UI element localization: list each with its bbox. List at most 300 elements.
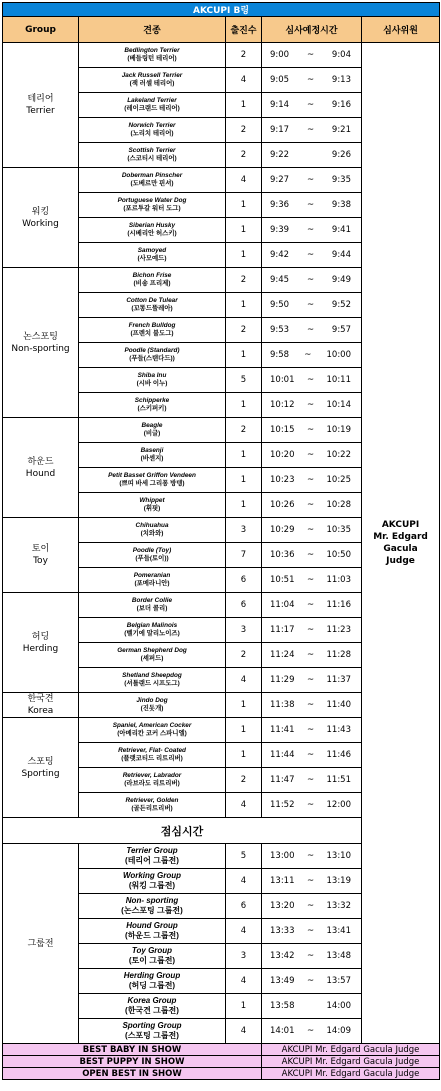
time-range — [262, 876, 361, 886]
group-name — [3, 268, 79, 418]
time-separator: ~ — [306, 100, 315, 110]
entry-count: 6 — [226, 894, 262, 919]
end-time: 10:50 — [326, 550, 351, 560]
end-time: 13:10 — [326, 851, 351, 861]
start-time: 9:45 — [270, 275, 290, 285]
end-time: 11:28 — [326, 650, 351, 660]
time-range — [262, 200, 361, 210]
end-time: 11:46 — [326, 750, 351, 760]
time-separator: ~ — [304, 350, 312, 360]
time-range — [262, 700, 361, 710]
breed-name — [79, 268, 226, 293]
time-range — [262, 951, 361, 961]
entry-count: 1 — [226, 243, 262, 268]
breed-name-en: Petit Basset Griffon Vendeen — [108, 472, 196, 479]
breed-name-en: Samoyed — [137, 247, 167, 254]
time-range — [262, 1001, 361, 1011]
time-separator: ~ — [306, 325, 315, 335]
time-separator: ~ — [306, 876, 315, 886]
time-separator: ~ — [306, 500, 315, 510]
breed-name-ko: (프렌치 불도그) — [130, 330, 174, 337]
time-range — [262, 525, 361, 535]
breed-name-ko: (스코티시 테리어) — [127, 155, 177, 162]
entry-count: 2 — [226, 768, 262, 793]
breed-name-en: Basenji — [140, 447, 164, 454]
time-separator: ~ — [306, 375, 315, 385]
end-time: 9:35 — [331, 175, 351, 185]
end-time: 11:16 — [326, 600, 351, 610]
best-award-label: OPEN BEST IN SHOW — [3, 1068, 262, 1080]
start-time: 11:52 — [270, 800, 295, 810]
best-in-show-row — [3, 1044, 440, 1056]
time-range — [262, 575, 361, 585]
end-time: 11:51 — [326, 775, 351, 785]
breed-name-ko: (레이크랜드 테리어) — [124, 105, 180, 112]
breed-name-ko: (시베리안 허스키) — [127, 230, 177, 237]
time-range — [262, 75, 361, 85]
header-judge: 심사위원 — [362, 17, 440, 43]
schedule-time — [262, 493, 362, 518]
time-separator: ~ — [306, 625, 315, 635]
end-time: 9:16 — [331, 100, 351, 110]
time-separator: ~ — [306, 125, 315, 135]
breed-name-en: Shiba Inu — [137, 372, 167, 379]
time-separator: ~ — [306, 475, 315, 485]
breed-name — [79, 693, 226, 718]
end-time: 9:52 — [331, 300, 351, 310]
breed-name — [79, 193, 226, 218]
breed-name — [79, 593, 226, 618]
schedule-time — [262, 443, 362, 468]
schedule-time — [262, 93, 362, 118]
entry-count: 4 — [226, 969, 262, 994]
judge-cell — [362, 43, 440, 1044]
end-time: 10:28 — [326, 500, 351, 510]
end-time: 12:00 — [326, 800, 351, 810]
breed-name-ko: (치와와) — [140, 530, 164, 537]
group-name-final: 그룹전 — [3, 844, 79, 1044]
start-time: 9:17 — [270, 125, 290, 135]
breed-name-en: Belgian Malinois — [126, 622, 178, 629]
start-time: 10:15 — [270, 425, 295, 435]
entry-count: 4 — [226, 919, 262, 944]
schedule-time — [262, 668, 362, 693]
ring-title: AKCUPI B링 — [3, 3, 440, 17]
time-range — [262, 675, 361, 685]
time-range — [262, 600, 361, 610]
end-time: 10:35 — [326, 525, 351, 535]
breed-name — [79, 1019, 226, 1044]
breed-name-en: Retriever, Flat- Coated — [118, 747, 186, 754]
schedule-sheet — [2, 2, 439, 1089]
breed-name-ko: (쁘띠 바세 그리퐁 방뎅) — [119, 480, 185, 487]
breed-name-ko: (잭 러셀 테리어) — [129, 80, 175, 87]
time-separator: ~ — [306, 976, 315, 986]
end-time: 9:26 — [331, 150, 351, 160]
breed-name — [79, 318, 226, 343]
breed-name — [79, 568, 226, 593]
schedule-time — [262, 143, 362, 168]
schedule-time — [262, 518, 362, 543]
breed-name-en: Sporting Group — [122, 1021, 182, 1030]
group-name — [3, 593, 79, 693]
best-award-judge: AKCUPI Mr. Edgard Gacula Judge — [262, 1056, 440, 1068]
time-separator: ~ — [306, 700, 315, 710]
entry-count: 1 — [226, 718, 262, 743]
schedule-time — [262, 618, 362, 643]
breed-name-en: German Shepherd Dog — [117, 647, 187, 654]
start-time: 9:39 — [270, 225, 290, 235]
start-time: 9:22 — [270, 150, 290, 160]
schedule-time — [262, 869, 362, 894]
breed-name-ko: (테리어 그룹전) — [125, 856, 179, 865]
time-separator: ~ — [306, 425, 315, 435]
schedule-time — [262, 68, 362, 93]
breed-name — [79, 543, 226, 568]
time-separator: ~ — [306, 575, 315, 585]
time-range — [262, 350, 361, 360]
entry-count: 3 — [226, 944, 262, 969]
end-time: 10:19 — [326, 425, 351, 435]
group-name-ko: 논스포팅 — [23, 331, 58, 342]
time-separator: ~ — [306, 800, 315, 810]
schedule-time — [262, 393, 362, 418]
breed-name-en: Siberian Husky — [128, 222, 176, 229]
breed-name-ko: (사모예드) — [137, 255, 167, 262]
entry-count: 2 — [226, 643, 262, 668]
schedule-time — [262, 368, 362, 393]
start-time: 13:33 — [270, 926, 295, 936]
header-entries: 출진수 — [226, 17, 262, 43]
group-name — [3, 168, 79, 268]
entry-count: 6 — [226, 568, 262, 593]
group-name — [3, 43, 79, 168]
schedule-time — [262, 944, 362, 969]
start-time: 9:58 — [270, 350, 290, 360]
schedule-time — [262, 593, 362, 618]
entry-count: 2 — [226, 43, 262, 68]
breed-name — [79, 93, 226, 118]
schedule-time — [262, 293, 362, 318]
group-name-ko: 테리어 — [27, 94, 54, 104]
breed-name-ko: (시바 이누) — [136, 380, 168, 387]
time-range — [262, 901, 361, 911]
breed-name — [79, 643, 226, 668]
breed-name — [79, 218, 226, 243]
time-range — [262, 851, 361, 861]
end-time: 9:57 — [331, 325, 351, 335]
time-separator: ~ — [306, 525, 315, 535]
time-range — [262, 125, 361, 135]
time-range — [262, 375, 361, 385]
time-separator: ~ — [306, 450, 315, 460]
start-time: 11:29 — [270, 675, 295, 685]
breed-name-ko: (셔틀랜드 시프도그) — [124, 680, 180, 687]
start-time: 10:01 — [270, 375, 295, 385]
time-range — [262, 450, 361, 460]
time-range — [262, 800, 361, 810]
breed-name-ko: (스포팅 그룹전) — [125, 1031, 179, 1040]
breed-name — [79, 418, 226, 443]
schedule-time — [262, 894, 362, 919]
group-name — [3, 693, 79, 718]
breed-name — [79, 118, 226, 143]
entry-count: 5 — [226, 844, 262, 869]
time-range — [262, 750, 361, 760]
start-time: 9:00 — [270, 50, 290, 60]
breed-name-ko: (벨기에 말리노이즈) — [124, 630, 180, 637]
entry-count: 1 — [226, 293, 262, 318]
time-range — [262, 400, 361, 410]
start-time: 13:42 — [270, 951, 295, 961]
time-separator: ~ — [306, 750, 315, 760]
group-name-ko: 스포팅 — [27, 756, 54, 767]
time-separator: ~ — [306, 400, 315, 410]
breed-name-en: Retriever, Golden — [125, 797, 179, 804]
start-time: 11:41 — [270, 725, 295, 735]
group-name-en: Toy — [33, 556, 48, 566]
end-time: 10:14 — [326, 400, 351, 410]
end-time: 9:41 — [331, 225, 351, 235]
schedule-table — [2, 2, 440, 1080]
group-name-en: Sporting — [21, 768, 60, 779]
breed-name-en: Scottish Terrier — [128, 147, 176, 154]
schedule-time — [262, 193, 362, 218]
time-separator: ~ — [306, 725, 315, 735]
schedule-time — [262, 919, 362, 944]
breed-name — [79, 869, 226, 894]
end-time: 14:00 — [326, 1001, 351, 1011]
entry-count: 1 — [226, 693, 262, 718]
breed-name-en: French Bulldog — [128, 322, 176, 329]
start-time: 11:24 — [270, 650, 295, 660]
judge-name-line: Mr. Edgard — [373, 532, 428, 542]
breed-name-en: Chihuahua — [135, 522, 169, 529]
time-separator: ~ — [306, 1026, 315, 1036]
start-time: 9:42 — [270, 250, 290, 260]
time-separator: ~ — [306, 50, 315, 60]
breed-name-en: Hound Group — [126, 921, 178, 930]
breed-name — [79, 68, 226, 93]
entry-count: 5 — [226, 368, 262, 393]
schedule-time — [262, 643, 362, 668]
entry-count: 3 — [226, 618, 262, 643]
time-range — [262, 725, 361, 735]
time-range — [262, 650, 361, 660]
header-schedule: 심사예정시간 — [262, 17, 362, 43]
breed-name-ko: (허딩 그룹전) — [128, 981, 176, 990]
time-range — [262, 775, 361, 785]
breed-name — [79, 368, 226, 393]
start-time: 10:12 — [270, 400, 295, 410]
schedule-time — [262, 268, 362, 293]
time-range — [262, 300, 361, 310]
breed-name-ko: (포르투갈 워터 도그) — [123, 205, 181, 212]
start-time: 13:49 — [270, 976, 295, 986]
group-name-en: Terrier — [26, 106, 55, 116]
time-separator: ~ — [306, 600, 315, 610]
breed-name — [79, 944, 226, 969]
breed-name — [79, 768, 226, 793]
schedule-time — [262, 318, 362, 343]
entry-count: 4 — [226, 168, 262, 193]
time-separator: ~ — [306, 650, 315, 660]
time-separator: ~ — [306, 775, 315, 785]
schedule-time — [262, 693, 362, 718]
breed-name-ko: (논스포팅 그룹전) — [121, 906, 183, 915]
breed-name-ko: (휘핏) — [143, 505, 161, 512]
time-range — [262, 225, 361, 235]
group-name-ko: 하운드 — [27, 456, 54, 467]
time-separator: ~ — [306, 225, 315, 235]
breed-name-ko: (비글) — [143, 430, 161, 437]
breed-name-ko: (도베르만 핀셔) — [130, 180, 174, 187]
breed-name-en: Whippet — [139, 497, 165, 504]
best-award-label: BEST PUPPY IN SHOW — [3, 1056, 262, 1068]
entry-count: 3 — [226, 518, 262, 543]
time-separator: ~ — [306, 926, 315, 936]
breed-name — [79, 243, 226, 268]
time-separator: ~ — [306, 200, 315, 210]
time-separator: ~ — [306, 550, 315, 560]
entry-count: 1 — [226, 343, 262, 368]
entry-count: 2 — [226, 318, 262, 343]
breed-name-ko: (플랫코티드 리트리버) — [121, 755, 183, 762]
breed-name-en: Herding Group — [123, 971, 181, 980]
entry-count: 4 — [226, 793, 262, 818]
judge-name-line: Judge — [386, 556, 415, 566]
breed-name-ko: (보더 콜리) — [136, 605, 168, 612]
start-time: 10:26 — [270, 500, 295, 510]
end-time: 10:00 — [326, 350, 351, 360]
time-range — [262, 175, 361, 185]
breed-name-ko: (한국견 그룹전) — [125, 1006, 179, 1015]
breed-name-ko: (베들링턴 테리어) — [127, 55, 177, 62]
breed-name-ko: (아메리칸 코커 스파니엘) — [117, 730, 187, 737]
breed-name-en: Schipperke — [134, 397, 170, 404]
entry-count: 1 — [226, 93, 262, 118]
time-range — [262, 250, 361, 260]
lunch-break: 점심시간 — [3, 818, 362, 844]
schedule-time — [262, 844, 362, 869]
start-time: 14:01 — [270, 1026, 295, 1036]
start-time: 11:47 — [270, 775, 295, 785]
breed-name — [79, 844, 226, 869]
schedule-time — [262, 1019, 362, 1044]
breed-name-ko: (꼬똥드뚤레아) — [131, 305, 173, 312]
time-range — [262, 150, 361, 160]
breed-name — [79, 468, 226, 493]
breed-name-en: Shetland Sheepdog — [122, 672, 182, 679]
end-time: 11:40 — [326, 700, 351, 710]
breed-name — [79, 894, 226, 919]
entry-count: 1 — [226, 218, 262, 243]
schedule-time — [262, 994, 362, 1019]
end-time: 13:32 — [326, 901, 351, 911]
time-range — [262, 976, 361, 986]
end-time: 9:38 — [331, 200, 351, 210]
breed-name — [79, 493, 226, 518]
breed-name-en: Poodle (Toy) — [132, 547, 172, 554]
end-time: 11:43 — [326, 725, 351, 735]
end-time: 9:49 — [331, 275, 351, 285]
breed-name-en: Jack Russell Terrier — [121, 72, 183, 79]
breed-name-en: Korea Group — [127, 996, 177, 1005]
end-time: 14:09 — [326, 1026, 351, 1036]
time-range — [262, 475, 361, 485]
group-name-en: Non-sporting — [11, 343, 70, 354]
schedule-time — [262, 718, 362, 743]
time-range — [262, 425, 361, 435]
entry-count: 2 — [226, 418, 262, 443]
breed-name-en: Bichon Frise — [132, 272, 172, 279]
schedule-time — [262, 118, 362, 143]
breed-name — [79, 293, 226, 318]
entry-count: 2 — [226, 118, 262, 143]
time-range — [262, 625, 361, 635]
start-time: 10:36 — [270, 550, 295, 560]
best-in-show-row — [3, 1068, 440, 1080]
breed-name-en: Retriever, Labrador — [122, 772, 182, 779]
group-name — [3, 518, 79, 593]
entry-count: 4 — [226, 668, 262, 693]
time-range — [262, 275, 361, 285]
breed-name-ko: (포메라니안) — [134, 580, 170, 587]
breed-name-ko: (바센지) — [140, 455, 164, 462]
schedule-time — [262, 468, 362, 493]
breed-name-en: Doberman Pinscher — [121, 172, 183, 179]
group-name-ko: 한국견 — [27, 694, 54, 704]
group-name — [3, 418, 79, 518]
time-range — [262, 1026, 361, 1036]
schedule-time — [262, 243, 362, 268]
breed-name-en: Beagle — [141, 422, 163, 429]
start-time: 11:38 — [270, 700, 295, 710]
time-separator: ~ — [306, 275, 315, 285]
breed-name-ko: (워킹 그룹전) — [128, 881, 176, 890]
entry-count: 2 — [226, 143, 262, 168]
start-time: 13:58 — [270, 1001, 295, 1011]
start-time: 9:27 — [270, 175, 290, 185]
breed-name — [79, 443, 226, 468]
time-range — [262, 50, 361, 60]
breed-name — [79, 969, 226, 994]
entry-count: 1 — [226, 743, 262, 768]
time-separator: ~ — [306, 901, 315, 911]
schedule-time — [262, 43, 362, 68]
time-separator: ~ — [306, 675, 315, 685]
group-name-en: Herding — [22, 643, 59, 654]
header-row — [3, 17, 440, 43]
schedule-time — [262, 969, 362, 994]
breed-name-ko: (라브라도 리트리버) — [124, 780, 180, 787]
time-range — [262, 926, 361, 936]
time-range — [262, 100, 361, 110]
schedule-time — [262, 418, 362, 443]
entry-count: 2 — [226, 268, 262, 293]
start-time: 9:53 — [270, 325, 290, 335]
breed-name-en: Pomeranian — [133, 572, 171, 579]
breed-name-en: Cotton De Tulear — [126, 297, 178, 304]
start-time: 13:11 — [270, 876, 295, 886]
schedule-time — [262, 168, 362, 193]
breed-name-en: Toy Group — [131, 946, 173, 955]
entry-count: 1 — [226, 493, 262, 518]
entry-count: 4 — [226, 1019, 262, 1044]
end-time: 10:22 — [326, 450, 351, 460]
breed-name-ko: (하운드 그룹전) — [125, 931, 179, 940]
judge-name-line: Gacula — [383, 544, 418, 554]
